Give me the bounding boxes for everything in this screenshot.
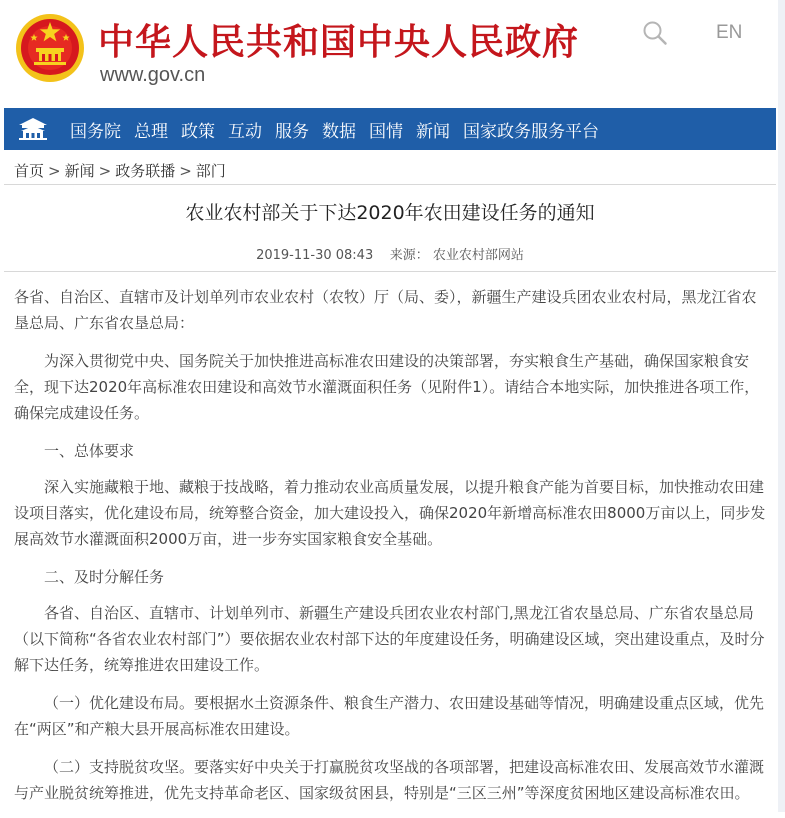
site-domain: www.gov.cn <box>100 64 206 86</box>
section-heading: 二、及时分解任务 <box>44 568 165 586</box>
national-emblem-icon[interactable] <box>14 12 86 84</box>
section-paragraph: 深入实施藏粮于地、藏粮于技战略，着力推动农业高质量发展，以提升粮食产能为首要目标，加快推动农田建设项目落实，优化建设布局，统筹整合资金，加大建设投入，确保2020年新增高标准农田8000万亩以上，同步发展高效节水灌溉面积2000万亩，进一步夯实国家粮食安全基础。 <box>14 478 766 548</box>
article-salutation: 各省、自治区、直辖市及计划单列市农业农村（农牧）厅（局、委），新疆生产建设兵团农业农村局，黑龙江省农垦总局、广东省农垦总局： <box>14 288 757 332</box>
nav-item-national-conditions[interactable]: 国情 <box>369 121 403 142</box>
meta-divider <box>4 271 776 272</box>
breadcrumb-news[interactable]: 新闻 <box>64 162 95 180</box>
page-scrollbar-track <box>778 0 785 812</box>
breadcrumb-divider <box>4 184 776 185</box>
nav-item-services[interactable]: 服务 <box>275 121 309 142</box>
article-title: 农业农村部关于下达2020年农田建设任务的通知 <box>185 202 595 224</box>
nav-item-news[interactable]: 新闻 <box>416 121 450 142</box>
article-meta <box>0 244 780 263</box>
tiananmen-icon[interactable] <box>16 116 50 142</box>
article-body <box>14 284 766 818</box>
article-source: 农业农村部网站 <box>432 248 524 263</box>
language-switch-button[interactable]: EN <box>716 22 743 43</box>
breadcrumb-departments[interactable]: 部门 <box>195 162 226 180</box>
breadcrumb-gov-broadcast[interactable]: 政务联播 <box>115 162 176 180</box>
breadcrumb-separator: > <box>179 162 192 180</box>
nav-item-interaction[interactable]: 互动 <box>228 121 262 142</box>
site-title[interactable]: 中华人民共和国中央人民政府 <box>98 21 580 63</box>
section-paragraph: （二）支持脱贫攻坚。要落实好中央关于打赢脱贫攻坚战的各项部署，把建设高标准农田、发展高效节水灌溉与产业脱贫统筹推进，优先支持革命老区、国家级贫困县，特别是“三区三州”等深度贫困地区建设高标准农田。 <box>14 758 765 802</box>
breadcrumb-separator: > <box>48 162 61 180</box>
nav-item-gov-service-platform[interactable]: 国家政务服务平台 <box>463 121 599 142</box>
section-heading: 一、总体要求 <box>44 442 135 460</box>
nav-item-data[interactable]: 数据 <box>322 121 356 142</box>
site-header <box>0 0 785 108</box>
nav-item-premier[interactable]: 总理 <box>134 121 168 142</box>
article-datetime: 2019-11-30 08:43 <box>256 248 374 263</box>
article-intro: 为深入贯彻党中央、国务院关于加快推进高标准农田建设的决策部署，夯实粮食生产基础，确保国家粮食安全，现下达2020年高标准农田建设和高效节水灌溉面积任务（见附件1）。请结合本地实际，加快推进各项工作，确保完成建设任务。 <box>14 352 760 422</box>
section-paragraph: （一）优化建设布局。要根据水土资源条件、粮食生产潜力、农田建设基础等情况，明确建设重点区域，优先在“两区”和产粮大县开展高标准农田建设。 <box>14 694 765 738</box>
breadcrumb <box>14 160 226 181</box>
article-source-label: 来源： <box>389 248 429 263</box>
search-icon[interactable] <box>642 20 668 46</box>
section-paragraph: 各省、自治区、直辖市、计划单列市、新疆生产建设兵团农业农村部门,黑龙江省农垦总局、广东省农垦总局（以下简称“各省农业农村部门”）要依据农业农村部下达的年度建设任务，明确建设区域，突出建设重点，及时分解下达任务，统筹推进农田建设工作。 <box>14 604 765 674</box>
main-nav <box>4 108 776 150</box>
nav-item-policy[interactable]: 政策 <box>181 121 215 142</box>
breadcrumb-home[interactable]: 首页 <box>14 162 45 180</box>
nav-item-state-council[interactable]: 国务院 <box>70 121 121 142</box>
nav-items <box>70 108 612 150</box>
breadcrumb-separator: > <box>98 162 112 180</box>
